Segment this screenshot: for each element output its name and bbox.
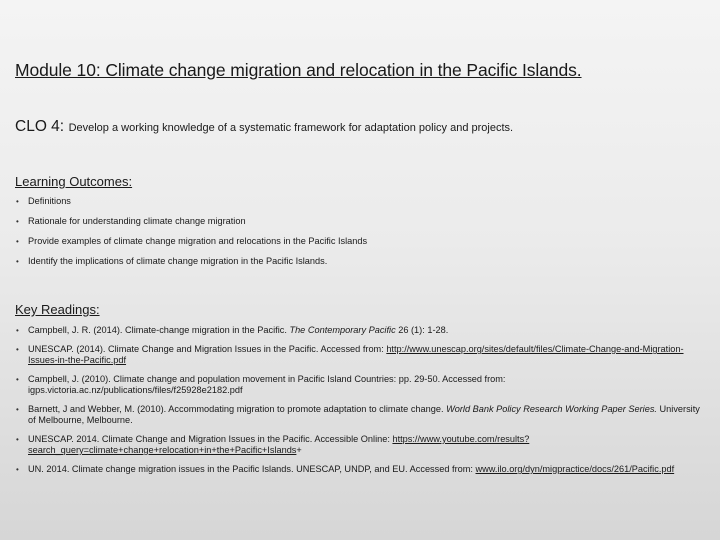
reading-series: World Bank Policy Research Working Paper Series. (446, 404, 657, 414)
reading-text: Barnett, J and Webber, M. (2010). Accommodating migration to promote adaptation to climate change. (28, 404, 447, 414)
reading-text: + (296, 445, 302, 455)
reading-text: Campbell, J. R. (2014). Climate-change migration in the Pacific. (28, 325, 290, 335)
list-item: • Definitions (15, 196, 710, 207)
learning-outcomes-heading: Learning Outcomes: (15, 174, 133, 189)
reading-text: UN. 2014. Climate change migration issues in the Pacific Islands. UNESCAP, UNDP, and EU. Accessed from: (28, 464, 476, 474)
reading-link[interactable]: www.ilo.org/dyn/migpractice/docs/261/Pacific.pdf (475, 464, 675, 474)
key-readings-list (15, 325, 710, 483)
reading-link[interactable]: https://www.youtube.com/results?search_query=climate+change+relocation+in+the+Pacific+Islands (28, 434, 530, 455)
reading-journal: The Contemporary Pacific (289, 325, 396, 335)
clo-line (15, 118, 705, 136)
reading-item (15, 434, 710, 456)
key-readings-heading: Key Readings: (15, 302, 100, 317)
clo-text: Develop a working knowledge of a systematic framework for adaptation policy and projects. (68, 122, 514, 134)
reading-link[interactable]: http://www.unescap.org/sites/default/files/Climate-Change-and-Migration-Issues-in-the-Pacific.pdf (28, 344, 684, 365)
reading-item (15, 344, 710, 366)
list-item: • Rationale for understanding climate change migration (15, 216, 710, 227)
reading-text: Campbell, J. (2010). Climate change and population movement in Pacific Island Countries: pp. 29-50. Accessed from: igps.victoria.ac.nz/publications/files/f25928e2182.pdf (28, 374, 506, 395)
clo-label: CLO 4: (15, 118, 65, 135)
reading-item (15, 325, 710, 336)
reading-text: University of Melbourne, Melbourne. (28, 404, 700, 425)
slide-title: Module 10: Climate change migration and relocation in the Pacific Islands. (15, 60, 582, 80)
reading-text: UNESCAP. (2014). Climate Change and Migration Issues in the Pacific. Accessed from: (28, 344, 387, 354)
list-item: • Provide examples of climate change migration and relocations in the Pacific Islands (15, 236, 710, 247)
reading-text: 26 (1): 1-28. (395, 325, 449, 335)
reading-text: UNESCAP. 2014. Climate Change and Migration Issues in the Pacific. Accessible Online: (28, 434, 393, 444)
reading-item (15, 464, 710, 475)
reading-item (15, 404, 710, 426)
learning-outcomes-list (15, 196, 710, 276)
list-item: • Identify the implications of climate change migration in the Pacific Islands. (15, 256, 710, 267)
reading-item (15, 374, 710, 396)
